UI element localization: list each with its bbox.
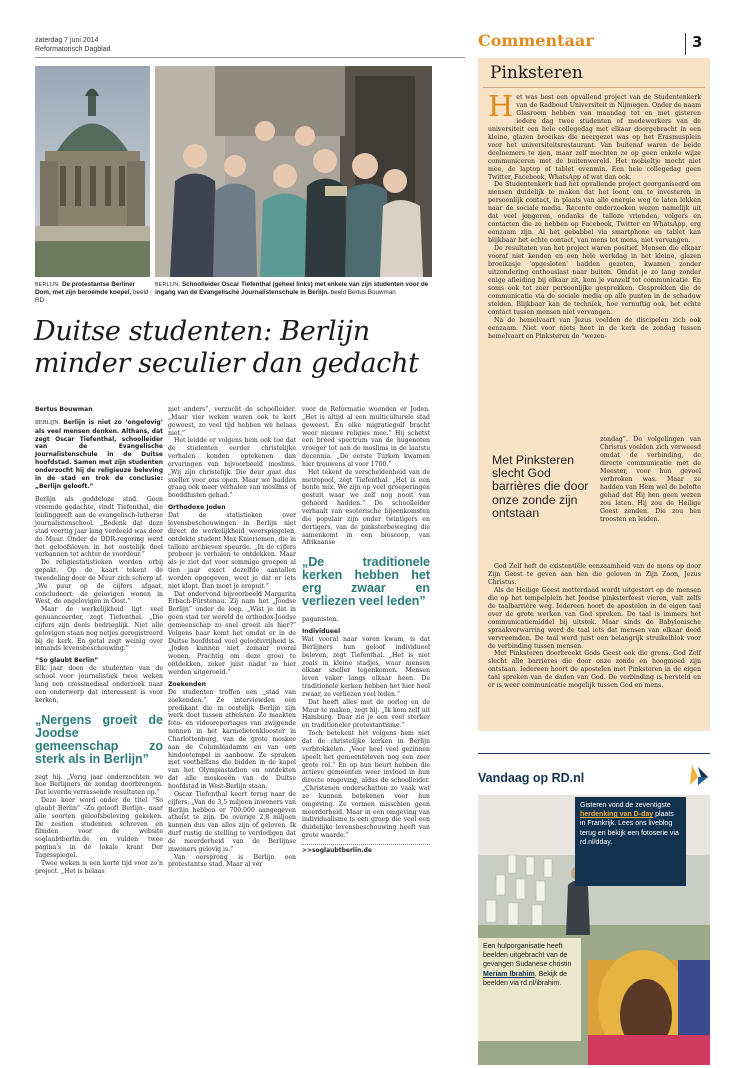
dom-photo-caption: BERLIJN. De protestantse Berliner Dom, met zijn beroemde koepel. beeld RD xyxy=(35,281,149,305)
commentary-rule xyxy=(483,87,705,88)
dday-link[interactable]: herdenking van D-day xyxy=(580,811,654,819)
article-column-3: voor de Reformatie woonden er Joden. „Het is altijd al een multiculturele stad geweest. En elke migratiegolf bracht weer nieuwe religies mee.” Hij schetst een breed spectrum van de hugenoten vroeger tot aan de moslims in de laatste decennia. „De eerste Turken kwamen hier trouwens al voor 1700.” Het tekent de verscheidenheid van de metropool, zegt Tiefenthal. „Het is een bonte mix. We zijn op veel groeperingen gestuit waar we zelf nog nooit van gehoord hadden.” De schoolleider verhaalt van esoterische bijeenkomsten die populair zijn onder twintigers en dertigers, van de pinksterbeweging die samenkomt in een bioscoop, van Afrikaanse „De traditionele kerken hebben het erg zwaar en verliezen veel leden” paganisten. Individueel Wat vooral naar voren kwam, is dat Berlijners hun geloof individueel beleven, zegt Tiefenthal. „Het is niet zoals in kleine stadjes, waar mensen elkaar sneller tegenkomen. Mensen leven vaker langs elkaar heen. De traditionele kerken hebben het hier heel zwaar, ze verliezen veel leden.” Dat heeft alles met de oorlog en de Muur te maken, zegt hij. „Ik kom zelf uit Hamburg. Daar zie je een veel sterker en traditioneler protestantisme.” Toch betekent het volgens hem niet dat de christelijke kerken in Berlijn verbrokkelen. „Voor heel veel gezinnen speelt het gemeenteleven nog een zeer grote rol.” En op hun beurt hebben die actieve gemeenten weer invloed in hun directe omgeving, aldus de schoolleider. „Christenen onderschatten zo vaak wat ze kunnen betekenen voor hun omgeving. Ze vormen misschien geen meerderheid. Maar in een omgeving van individualisme is een groep die veel een duidelijke levensbeschouwing heeft van grote waarde.” >>soglaubtberlin.de xyxy=(302,406,430,854)
rd-logo-icon xyxy=(688,763,710,791)
drop-cap: H xyxy=(488,89,514,123)
promo-ibrahim-box[interactable]: Een hulporganisatie heeft beelden uitgebracht van de gevangen Sudanese christin Meriam Ibrahim. Bekijk de beelden via rd.nl/ibrahim. xyxy=(478,938,581,1041)
page-number: 3 xyxy=(692,33,703,51)
article-web-link[interactable]: >>soglaubtberlin.de xyxy=(302,844,430,855)
article-byline: Bertus Bouwman xyxy=(35,406,93,413)
berliner-dom-photo xyxy=(35,66,150,277)
students-photo-caption: BERLIJN. Schoolleider Oscar Tiefenthal (geheel links) met enkele van zijn studenten voor de ingang van de Evangelische Journalistenschule in Berlijn. beeld Bertus Bouwman xyxy=(155,281,429,297)
pull-quote-2: „De traditionele kerken hebben het erg zwaar en verliezen veel leden” xyxy=(302,555,430,609)
promo-title[interactable]: Vandaag op RD.nl xyxy=(478,771,585,785)
article-column-1: Bertus Bouwman BERLIJN. Berlijn is niet zo ‘ongelovig’ als veel mensen denken. Althans, dat zegt Oscar Tiefenthal, schoolleider van de Evangelische Journalistenschule in de Duitse hoofdstad. Samen met zijn studenten onderzocht hij de religieuze beleving in de stad en trok de conclusie: „Berlijn gelooft.” Berlijn als goddeloze stad. Geen vreemde gedachte, vindt Tiefenthal, die leidinggeeft aan de evangelisch-lutherse journalistenschool. „Bedenk dat deze stad veertig jaar lang verdeeld was door de Muur. Onder de DDR-regering werd het geloofsleven in het oostelijk deel verbannen tot achter de voordeur.” De religiestatistieken worden erbij gepakt. Op de kaart tekent de tweedeling door de Muur zich scherp af. „We puur op de cijfers afgaat, concludeert: de gelovigen wonen in West, de ongelovigen in Oost.” Maar de werkelijkheid ligt veel genuanceerder, zegt Tiefenthal. „Die cijfers zijn deels bedrieglijk. Niet alle gelovigen staan nog netjes geregistreerd bij de kerk. En getal zegt weinig over iemands levensbeschouwing.” “So glaubt Berlin” Elk jaar doen de studenten van de school voor journalistiek twee weken lang een crossmediaal onderzoek naar een onderwerp dat interessant is voor kerken, „Nergens groeit de Joodse gemeenschap zo sterk als in Berlijn” zegt hij. „Vorig jaar onderzochten we hoe Berlijners de zondag doorbrengen. Dat leverde verrassende resultaten op.” Deze keer word onder de titel “So glaubt Berlin” –Zo gelooft Berlijn– naar alle soorten geloofsbeleving gekeken. De zestien studenten schreven en filmden voor de website soglaubtberlin.de en vulden twee pagina’s in de lokale krant Der Tagesspiegel. Twee weken is een korte tijd voor zo’n project. „Het is helaas xyxy=(35,406,164,875)
promo-rule xyxy=(478,753,710,754)
paper-name: Reformatorisch Dagblad xyxy=(35,46,111,53)
article-column-2: niet anders”, verzucht de schoolleider. „Maar vier weken waren ook te kort geweest, zo veel tijd hebben we helaas niet.” Het leidde er volgens hem ook toe dat de studenten eerder christelijke verhalen konden optekenen dan ervaringen van bijvoorbeeld moslims. „Wij zijn christelijk. Die deur gaat dus sneller voor ons open. Maar we hadden graag ook meer verhalen van moslims of boeddhisten gehad.” Orthodoxe Joden Dat de statistieken over levensbeschouwingen in Berlijn niet direct de werkelijkheid weerspiegelen, ontdekte student Max Knieriemen, die in talloze archieven speurde. „In de cijfers probeer je verhalen te ontdekken. Maar als je ziet dat voor sommige groepen al tien jaar exact dezelfde aantallen worden opgegeven, weet je dat er iets niet klopt. Dan moet je eropuit.” Dat ondervond bijvoorbeeld Margarita Erbach-Fürstenau. Zij nam het „Joodse Berlijn” onder de loep. „Wist je dat in geen stad ter wereld de orthodox-Joodse gemeenschap zo snel groeit als hier?” Volgens haar komt het omdat er in de Duitse hoofdstad veel geloofsvrijheid is. „Joden kunnen niet zomaar overal wonen. Prachtig om deze groei te ontdekken, zeker juist nadat ze hier werden uitgeroeid.” Zoekenden De studenten troffen een „stad van zoekenden.” Ze interviewden een predikant die in oostelijk Berlijn zijn werk doet tussen atheïsten. Ze maakten foto- en videoreportages van zwijgende nonnen in het karmelietenklooster in Charlottenburg, van de grote moskee aan de Columbiadamm en van een hindoetempel in aanbouw. Ze spraken met voetbalfans die bidden in de kapel van het Olympiastadion en ontdekten dat alle moskeeën van de Duitse hoofdstad in West-Berlijn staan. Oscar Tiefenthal keert terug naar de cijfers. „Van de 3,5 miljoen inwoners van Berlijn hebben er 700.000 aangegeven atheïst te zijn. De overige 2,8 miljoen kunnen dus van alles zijn of geloven. Ik durf rustig de stelling te verdedigen dat de meerderheid van de Berlijnse inwoners gelovig is.” Van oorsprong is Berlijn een protestantse stad. Maar al ver xyxy=(168,406,296,869)
section-title: Commentaar xyxy=(478,31,594,50)
pull-quote-1: „Nergens groeit de Joodse gemeenschap zo sterk als in Berlijn” xyxy=(35,712,163,766)
issue-date: zaterdag 7 juni 2014 xyxy=(35,37,99,44)
masthead-rule xyxy=(35,57,465,58)
article-headline: Duitse studenten: Berlijn minder seculier dan gedacht xyxy=(34,316,419,379)
commentary-title: Pinksteren xyxy=(490,63,583,83)
commentary-pull-quote: Met Pinksteren slecht God barrières die door onze zonde zijn ontstaan xyxy=(492,453,589,520)
commentary-body-continued: God Zelf heft de existentiële eenzaamheid van de mens op door Zijn Geest te geven aan hen die geloven in Zijn Zoon, Jezus Christus. Als de Heilige Geest metterdaad wordt uitgestort op de mensen die op het tempelplein het Joodse pinksterfeest vieren, valt zelfs de taalbarrière weg. Iedereen hoort de apostelen in de eigen taal over de grote werken van God spreken. De taal is immers het communicatiemiddel bij uitstek. Maar sinds de Babylonische spraakverwarring werd de taal iets dat mensen van elkaar deed vervreemden. De taal werd juist een belangrijk struikelblok voor de verbinding tussen mensen. Met Pinksteren doorbreekt Gods Geest ook die grens. God Zelf slecht alle barrières die door onze zonde en hoogmoed zijn ontstaan. Iedereen hoort de apostelen met Pinksteren in de eigen taal spreken van de daden van God. De verbinding is hersteld en er is weer communicatie mogelijk tussen God en mens. xyxy=(488,563,701,690)
commentary-narrow-column: zondag”. De volgelingen van Christus voelden zich verweesd omdat de verbinding, de directe communicatie met de Meester, voor hun gevoel verbroken was. Maar ze hadden van Hem wel de belofte gehad dat Hij hen geen wezen zou laten. Hij zou de Heilige Geest zenden. Die zou hen troosten en leiden. xyxy=(600,436,701,523)
article-lead: BERLIJN. Berlijn is niet zo ‘ongelovig’ als veel mensen denken. Althans, dat zegt Oscar Tiefenthal, schoolleider van de Evangelische Journalistenschule in de Duitse hoofdstad. Samen met zijn studenten onderzocht hij de religieuze beleving in de stad en trok de conclusie: „Berlijn gelooft.” xyxy=(35,418,164,490)
promo-dday-box[interactable]: Gisteren vond de zeventigste herdenking van D-day plaats in Frankrijk. Lees ons liveblog terug en bekijk een fotoserie via rd.nl/dday. xyxy=(575,797,686,886)
commentary-box xyxy=(478,58,710,731)
ibrahim-link[interactable]: Meriam Ibrahim xyxy=(483,970,535,978)
page-number-divider xyxy=(685,33,686,55)
students-group-photo xyxy=(155,66,432,277)
commentary-body: H et was best een opvallend project van de Studentenkerk van de Radboud Universiteit in Nijmegen. Onder de naam Glasroom hebben van maandag tot en met gisteren iedere dag twee studenten of medewerkers van de universiteit een hele collegedag met elkaar doorgebracht in een kleine, glazen broeikas die neergezet was op het Erasmusplein voor het universiteitsrestaurant. Van buitenaf waren de beide deelnemers te zien, maar zelf mochten ze op geen enkele wijze communiceren met de buitenwereld. Het mobieltje mocht niet mee, de laptop of tablet evenmin. Een hele collegedag geen Twitter, Facebook, WhatsApp of wat dan ook. De Studentenkerk had het opvallende project georganiseerd om mensen duidelijk te maken dat het loont om te investeren in persoonlijk contact, in plaats van alle energie weg te laten lekken naar de sociale media. Recente onderzoeken wezen namelijk uit dat veel jongeren, ondanks de talloze vrienden, volgers en contacten die ze hebben op Facebook, Twitter en WhatsApp, erg eenzaam zijn. Al het gebabbel via smartphone en tablet kan blijkbaar het echte contact, van mens tot mens, niet vervangen. De resultaten van het project waren positief. Mensen die elkaar vooraf niet kenden en een hele werkdag in het kleine, glazen broeikasje ‘opgesloten’ hadden gezeten, kwamen zonder uitzondering enthousiast naar buiten. Omdat je zo lang zonder enige afleiding bij elkaar zit, kom je vanzelf tot communicatie. En soms ook tot zeer persoonlijke gesprekken. Gesprekken die de communicatie via de sociale media op alle punten in de schaduw stelden. Blijkbaar kan de techniek, hoe vernuftig ook, het echte contact tussen mensen niet vervangen. Na de hemelvaart van Jezus voelden de discipelen zich ook eenzaam. Niet voor niets heet in de kerk de zondag tussen hemelvaart en Pinksteren de “wezen- xyxy=(488,89,701,340)
